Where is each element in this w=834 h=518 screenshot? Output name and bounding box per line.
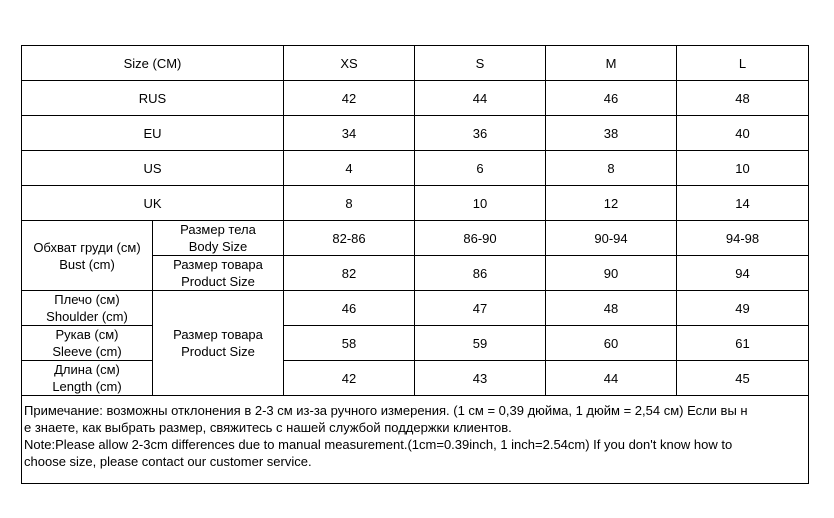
shoulder-label [22, 291, 153, 326]
size-chart-table [21, 45, 809, 484]
uk-l: 14 [677, 186, 809, 221]
eu-xs: 34 [284, 116, 415, 151]
sleeve-xs: 58 [284, 326, 415, 361]
bust-product-size-label [153, 256, 284, 291]
size-header-s: S [415, 46, 546, 81]
bust-product-l: 94 [677, 256, 809, 291]
body-size-label [153, 221, 284, 256]
body-size-label-en: Body Size [188, 239, 248, 254]
us-l: 10 [677, 151, 809, 186]
bust-label-ru: Обхват груди (см) [33, 239, 141, 255]
body-size-label-ru: Размер тела [180, 222, 256, 237]
sleeve-label-ru: Рукав (см) [55, 327, 119, 342]
rus-row [22, 81, 809, 116]
shoulder-label-en: Shoulder (cm) [46, 309, 128, 324]
eu-s: 36 [415, 116, 546, 151]
product-size-group-label-ru: Размер товара [173, 327, 263, 342]
header-row [22, 46, 809, 81]
sleeve-s: 59 [415, 326, 546, 361]
bust-label-en: Bust (cm) [59, 256, 115, 272]
length-xs: 42 [284, 361, 415, 396]
shoulder-m: 48 [546, 291, 677, 326]
shoulder-label-ru: Плечо (см) [54, 292, 120, 307]
rus-m: 46 [546, 81, 677, 116]
uk-label: UK [22, 186, 284, 221]
eu-row [22, 116, 809, 151]
eu-m: 38 [546, 116, 677, 151]
size-header-label: Size (CM) [22, 46, 284, 81]
note-line-2: е знаете, как выбрать размер, свяжитесь с нашей службой поддержки клиентов. [24, 420, 512, 435]
note-line-3: Note:Please allow 2-3cm differences due to manual measurement.(1cm=0.39inch, 1 inch=2.54cm) If you don't know how to [24, 437, 733, 452]
bust-label [22, 221, 153, 291]
rus-label: RUS [22, 81, 284, 116]
length-l: 45 [677, 361, 809, 396]
us-s: 6 [415, 151, 546, 186]
sleeve-label-en: Sleeve (cm) [52, 344, 122, 359]
note-line-1: Примечание: возможны отклонения в 2-3 см из-за ручного измерения. (1 см = 0,39 дюйма, 1 дюйм = 2,54 см) Если вы н [24, 403, 748, 418]
us-label: US [22, 151, 284, 186]
bust-body-row [22, 221, 809, 256]
product-size-group-label [153, 291, 284, 396]
bust-body-l: 94-98 [677, 221, 809, 256]
length-label-ru: Длина (см) [54, 362, 120, 377]
sleeve-row [22, 326, 809, 361]
shoulder-xs: 46 [284, 291, 415, 326]
us-xs: 4 [284, 151, 415, 186]
uk-xs: 8 [284, 186, 415, 221]
length-label-en: Length (cm) [52, 379, 122, 394]
eu-label: EU [22, 116, 284, 151]
us-m: 8 [546, 151, 677, 186]
shoulder-l: 49 [677, 291, 809, 326]
uk-m: 12 [546, 186, 677, 221]
sleeve-l: 61 [677, 326, 809, 361]
product-size-group-label-en: Product Size [181, 344, 255, 359]
bust-body-xs: 82-86 [284, 221, 415, 256]
size-header-l: L [677, 46, 809, 81]
rus-s: 44 [415, 81, 546, 116]
length-row [22, 361, 809, 396]
bust-product-size-label-ru: Размер товара [173, 257, 263, 272]
uk-s: 10 [415, 186, 546, 221]
length-s: 43 [415, 361, 546, 396]
shoulder-s: 47 [415, 291, 546, 326]
bust-product-m: 90 [546, 256, 677, 291]
shoulder-row [22, 291, 809, 326]
sleeve-m: 60 [546, 326, 677, 361]
bust-product-s: 86 [415, 256, 546, 291]
eu-l: 40 [677, 116, 809, 151]
measurement-note [22, 396, 809, 484]
uk-row [22, 186, 809, 221]
note-line-4: choose size, please contact our customer service. [24, 454, 312, 469]
sleeve-label [22, 326, 153, 361]
size-header-m: M [546, 46, 677, 81]
length-label [22, 361, 153, 396]
bust-product-size-label-en: Product Size [181, 274, 255, 289]
bust-body-m: 90-94 [546, 221, 677, 256]
rus-l: 48 [677, 81, 809, 116]
note-row [22, 396, 809, 484]
bust-body-s: 86-90 [415, 221, 546, 256]
bust-product-xs: 82 [284, 256, 415, 291]
size-header-xs: XS [284, 46, 415, 81]
length-m: 44 [546, 361, 677, 396]
us-row [22, 151, 809, 186]
rus-xs: 42 [284, 81, 415, 116]
